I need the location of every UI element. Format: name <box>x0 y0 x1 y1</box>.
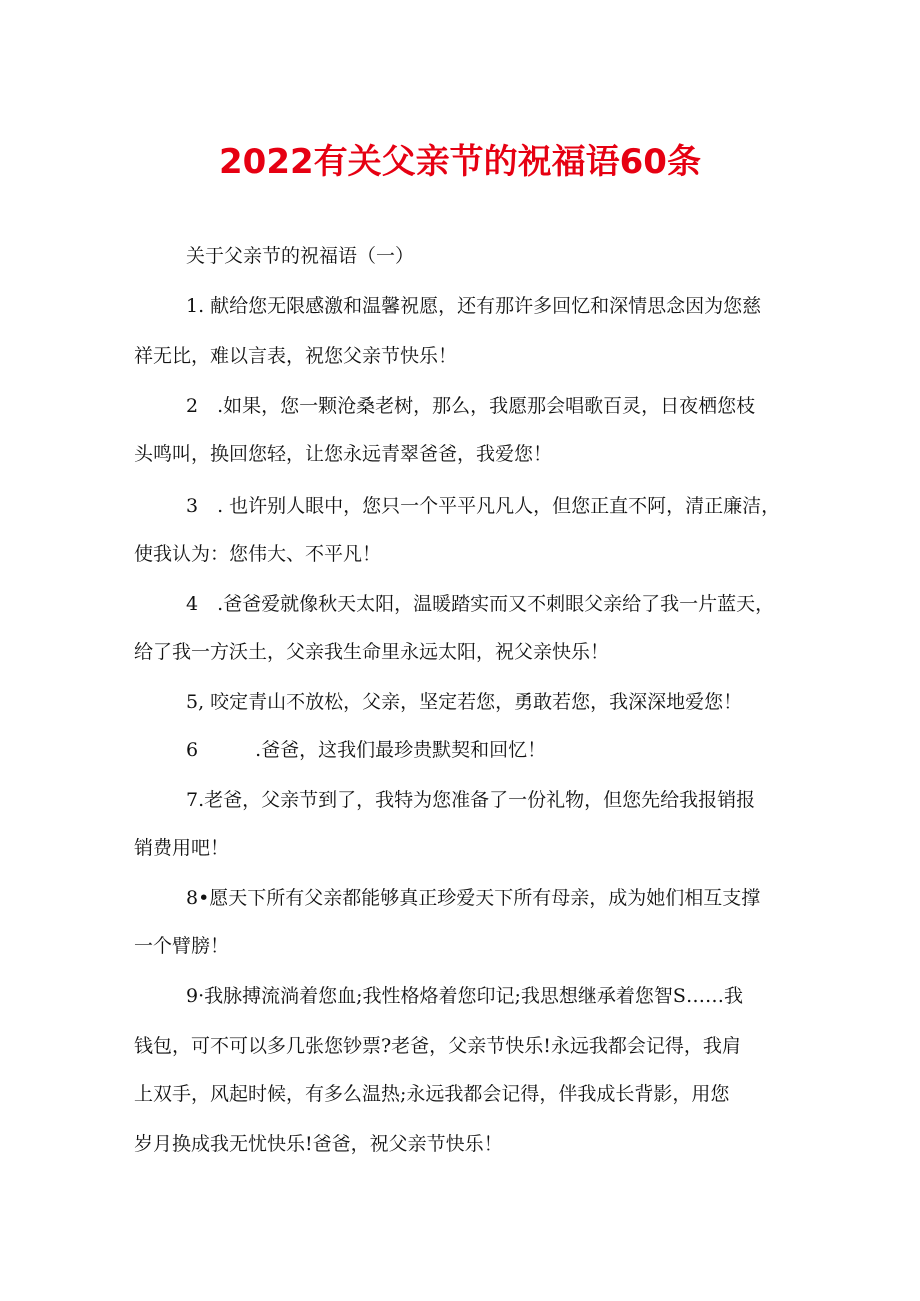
paragraph-line: 9·我脉搏流淌着您血;我性格烙着您印记;我思想继承着您智S……我 <box>186 985 743 1007</box>
paragraph-line: 7.老爸，父亲节到了，我特为您准备了一份礼物，但您先给我报销报 <box>186 789 756 811</box>
paragraph-line: 祥无比，难以言表，祝您父亲节快乐！ <box>134 345 458 367</box>
paragraph-line: 3 . 也许别人眼中，您只一个平平凡凡人，但您正直不阿，清正廉洁， <box>186 495 781 517</box>
paragraph-line: 5, 咬定青山不放松，父亲，坚定若您，勇敢若您，我深深地爱您！ <box>186 691 743 713</box>
paragraph-line: 6 .爸爸，这我们最珍贵默契和回忆！ <box>186 739 547 761</box>
paragraph-line: 销费用吧！ <box>134 837 230 859</box>
paragraph-line: 一个臂膀！ <box>134 935 230 957</box>
paragraph-line: 上双手，风起时候，有多么温热;永远我都会记得，伴我成长背影，用您 <box>134 1083 730 1105</box>
paragraph-line: 2 .如果，您一颗沧桑老树，那么，我愿那会唱歌百灵，日夜栖您枝 <box>186 395 756 417</box>
paragraph-line: 头鸣叫，换回您轻，让您永远青翠爸爸，我爱您！ <box>134 443 553 465</box>
paragraph-line: 岁月换成我无忧快乐!爸爸，祝父亲节快乐！ <box>134 1133 503 1155</box>
section-heading: 关于父亲节的祝福语（一） <box>186 245 415 267</box>
paragraph-line: 4 .爸爸爱就像秋天太阳，温暖踏实而又不刺眼父亲给了我一片蓝天， <box>186 593 775 615</box>
document-title: 2022有关父亲节的祝福语60条 <box>219 142 701 182</box>
paragraph-line: 给了我一方沃土，父亲我生命里永远太阳，祝父亲快乐！ <box>134 641 610 663</box>
paragraph-line: 8•愿天下所有父亲都能够真正珍爱天下所有母亲，成为她们相互支撑 <box>186 887 761 909</box>
paragraph-line: 钱包，可不可以多几张您钞票?老爸，父亲节快乐!永远我都会记得，我肩 <box>134 1035 741 1057</box>
paragraph-line: 使我认为：您伟大、不平凡！ <box>134 543 382 565</box>
paragraph-line: 1. 献给您无限感激和温馨祝愿，还有那许多回忆和深情思念因为您慈 <box>186 295 762 317</box>
